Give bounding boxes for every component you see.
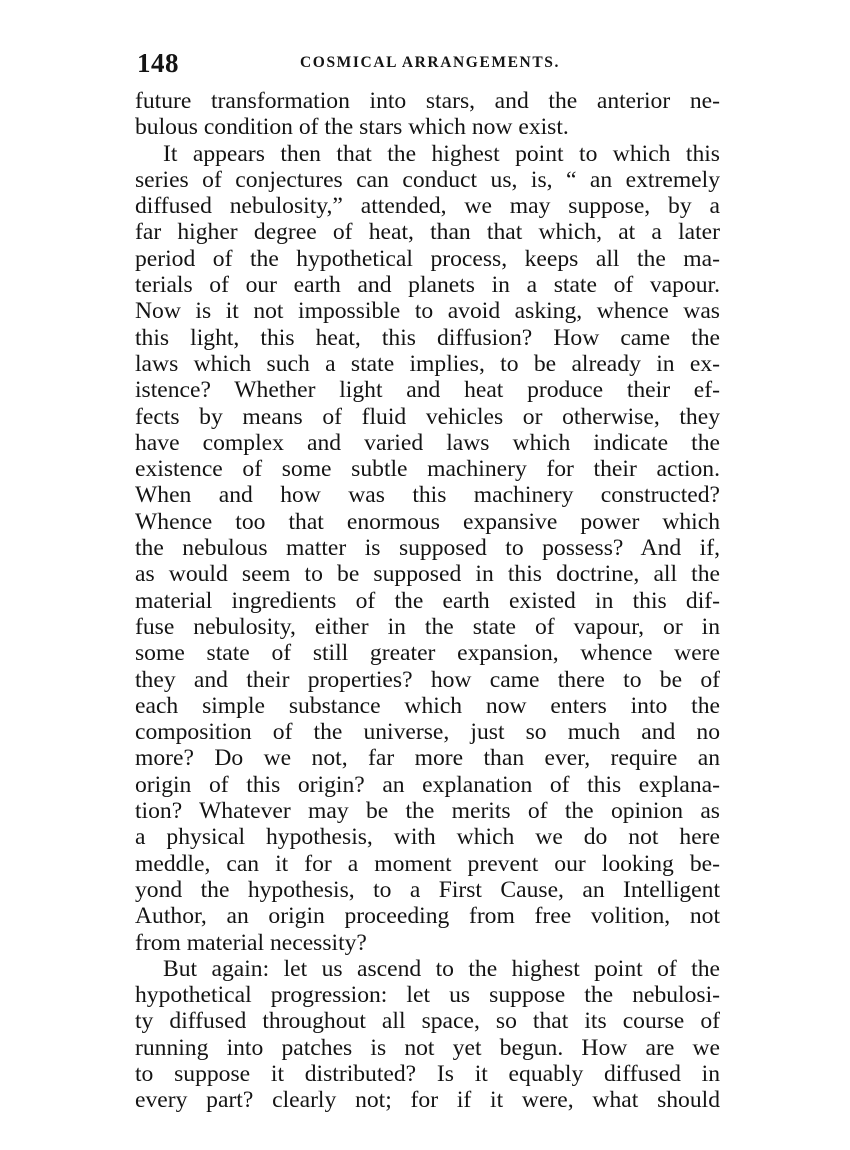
- text-line: diffused nebulosity,” attended, we may suppose, by a: [135, 193, 720, 220]
- text-line: yond the hypothesis, to a First Cause, an Intelligent: [135, 876, 720, 903]
- paragraph: [135, 88, 720, 141]
- text-line: But again: let us ascend to the highest point of the: [163, 955, 720, 982]
- text-line: Now is it not impossible to avoid asking, whence was: [135, 298, 720, 325]
- text-line: existence of some subtle machinery for their action.: [135, 456, 720, 483]
- text-line: every part? clearly not; for if it were, what should: [135, 1087, 720, 1114]
- text-line: each simple substance which now enters into the: [135, 692, 720, 719]
- text-line: fects by means of fluid vehicles or otherwise, they: [135, 403, 720, 430]
- text-line: some state of still greater expansion, whence were: [135, 640, 720, 667]
- text-line: Author, an origin proceeding from free volition, not: [135, 903, 720, 930]
- text-line: a physical hypothesis, with which we do not here: [135, 824, 720, 851]
- body-text: [135, 88, 720, 1114]
- text-line: It appears then that the highest point to which this: [163, 140, 720, 167]
- text-line: ty diffused throughout all space, so that its course of: [135, 1008, 720, 1035]
- paragraph: [135, 956, 720, 1114]
- text-line: When and how was this machinery constructed?: [135, 482, 720, 509]
- text-line: from material necessity?: [135, 929, 367, 956]
- text-line: laws which such a state implies, to be already in ex-: [135, 350, 720, 377]
- text-line: meddle, can it for a moment prevent our looking be-: [135, 850, 720, 877]
- text-line: istence? Whether light and heat produce their ef-: [135, 377, 720, 404]
- text-line: future transformation into stars, and the anterior ne-: [135, 88, 720, 114]
- text-line: tion? Whatever may be the merits of the opinion as: [135, 798, 720, 825]
- text-line: more? Do we not, far more than ever, require an: [135, 745, 720, 772]
- text-line: far higher degree of heat, than that which, at a later: [135, 219, 720, 246]
- text-line: origin of this origin? an explanation of this explana-: [135, 771, 720, 798]
- page-number: 148: [137, 48, 179, 78]
- paragraph: [135, 141, 720, 956]
- text-line: series of conjectures can conduct us, is, “ an extremely: [135, 166, 720, 193]
- text-line: have complex and varied laws which indicate the: [135, 429, 720, 456]
- text-line: material ingredients of the earth existed in this dif-: [135, 587, 720, 614]
- text-line: composition of the universe, just so much and no: [135, 719, 720, 746]
- text-line: to suppose it distributed? Is it equably diffused in: [135, 1060, 720, 1087]
- running-head: [137, 42, 717, 82]
- text-line: terials of our earth and planets in a state of vapour.: [135, 272, 720, 299]
- running-title: COSMICAL ARRANGEMENTS.: [300, 54, 560, 71]
- text-line: bulous condition of the stars which now exist.: [135, 114, 569, 141]
- text-line: running into patches is not yet begun. How are we: [135, 1034, 720, 1061]
- text-line: this light, this heat, this diffusion? How came the: [135, 324, 720, 351]
- text-line: period of the hypothetical process, keeps all the ma-: [135, 245, 720, 272]
- text-line: hypothetical progression: let us suppose the nebulosi-: [135, 982, 720, 1009]
- text-line: they and their properties? how came there to be of: [135, 666, 720, 693]
- text-line: the nebulous matter is supposed to possess? And if,: [135, 535, 720, 562]
- text-line: Whence too that enormous expansive power which: [135, 508, 720, 535]
- text-line: fuse nebulosity, either in the state of vapour, or in: [135, 613, 720, 640]
- text-line: as would seem to be supposed in this doctrine, all the: [135, 561, 720, 588]
